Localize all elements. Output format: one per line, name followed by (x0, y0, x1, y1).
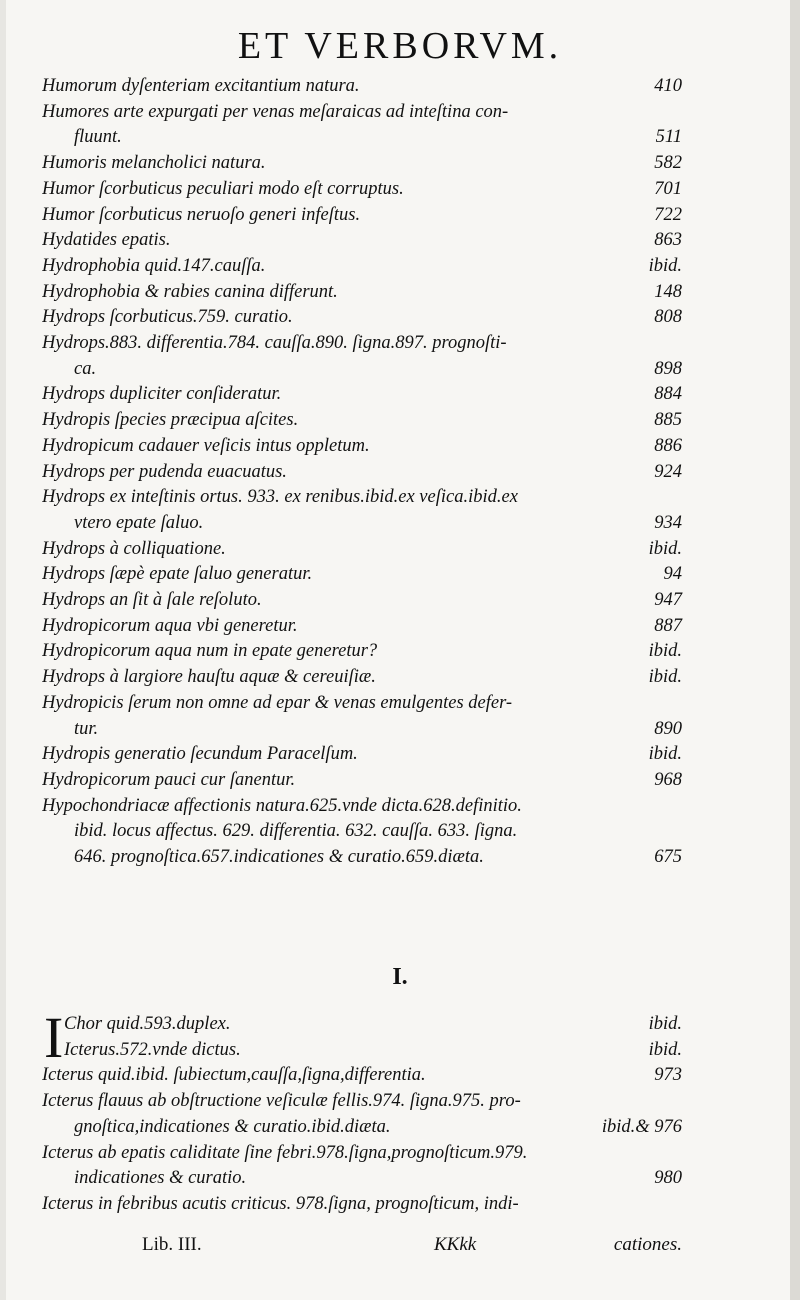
entry-text: Hydropis ſpecies præcipua aſcites. (42, 410, 299, 431)
entry-text: Humor ſcorbuticus peculiari modo eſt corruptus. (42, 178, 404, 199)
page-ref: 924 (654, 461, 682, 482)
page-ref: 863 (654, 230, 682, 251)
index-line (42, 1089, 682, 1115)
entry-text: Humoris melancholici natura. (42, 153, 266, 174)
index-line (42, 588, 682, 614)
index-line (42, 1063, 682, 1089)
entry-text: Hydatides epatis. (42, 230, 171, 251)
page-ref: 898 (654, 358, 682, 379)
page-ref: ibid.& 976 (601, 1116, 682, 1137)
index-line (42, 434, 682, 460)
entry-text: indicationes & curatio. (74, 1168, 247, 1189)
page-ref: 890 (654, 718, 682, 739)
catchword: cationes. (613, 1234, 682, 1255)
entry-text: Hydropicum cadauer veſicis intus oppletum. (42, 435, 370, 456)
entry-text: Hydrops ſcorbuticus.759. curatio. (42, 307, 293, 328)
page-ref: 410 (654, 76, 682, 96)
entry-text: Icterus flauus ab obſtructione veſiculæ fellis.974. ſigna.975. pro- (42, 1091, 521, 1112)
entry-text: Icterus.572.vnde dictus. (64, 1039, 241, 1060)
section-letter: I. (392, 964, 408, 990)
drop-cap: I (44, 1005, 64, 1070)
page-ref: 887 (654, 615, 682, 636)
index-line (42, 691, 682, 717)
index-line (42, 460, 682, 486)
index-line (42, 742, 682, 768)
page-ref: 968 (654, 769, 682, 790)
page-ref: 582 (654, 153, 682, 174)
page-ref: 701 (654, 178, 682, 199)
page-ref: 675 (654, 847, 682, 868)
entry-text: vtero epate ſaluo. (74, 512, 204, 533)
page-ref: ibid. (648, 1014, 682, 1034)
page-ref: 934 (654, 512, 682, 533)
page-edge-left (0, 0, 6, 1300)
entry-text: Hydrops à largiore hauſtu aquæ & cereuiſiæ. (42, 667, 376, 688)
page-ref: ibid. (648, 667, 682, 688)
index-line (42, 1141, 682, 1167)
page-ref: 980 (654, 1168, 682, 1189)
index-line (42, 562, 682, 588)
index-line (42, 511, 682, 537)
index-line (42, 485, 682, 511)
index-line (42, 305, 682, 331)
entry-text: Hydrops per pudenda euacuatus. (42, 461, 287, 482)
index-line (42, 768, 682, 794)
running-header: ET VERBORVM. (237, 25, 563, 67)
entry-text: 646. prognoſtica.657.indicationes & curatio.659.diæta. (74, 847, 484, 868)
index-line (42, 177, 682, 203)
entry-text: Icterus quid.ibid. ſubiectum,cauſſa,ſigna,differentia. (42, 1065, 426, 1086)
index-line (42, 74, 682, 100)
index-line (42, 100, 682, 126)
entry-text: Hydrophobia & rabies canina differunt. (42, 281, 338, 302)
entry-text: Hydrops an ſit à ſale reſoluto. (42, 590, 262, 611)
page-ref: 148 (654, 281, 682, 302)
entry-text: Hydrops ſæpè epate ſaluo generatur. (42, 564, 313, 585)
entry-text: Chor quid.593.duplex. (64, 1014, 231, 1034)
index-line (42, 125, 682, 151)
page-ref: ibid. (648, 538, 682, 559)
entry-text: Hydropicorum aqua vbi generetur. (42, 615, 298, 636)
index-line (42, 1012, 682, 1038)
index-line (42, 382, 682, 408)
entry-text: Hydropicis ſerum non omne ad epar & venas emulgentes defer- (42, 692, 513, 713)
entry-text: tur. (74, 718, 99, 739)
entry-text: Hydropicorum aqua num in epate generetur? (42, 641, 378, 662)
signature-mark: KKkk (434, 1234, 477, 1255)
page-ref: ibid. (648, 1039, 682, 1060)
entry-text: Hydrops ex inteſtinis ortus. 933. ex renibus.ibid.ex veſica.ibid.ex (42, 487, 518, 508)
page-ref: 722 (654, 204, 682, 225)
entry-text: Humores arte expurgati per venas meſaraicas ad inteſtina con- (42, 101, 509, 122)
page-ref: 885 (654, 410, 682, 431)
entry-text: Hydropicorum pauci cur ſanentur. (42, 769, 296, 790)
page-ref: 884 (654, 384, 682, 405)
entry-text: Humorum dyſenteriam excitantium natura. (42, 76, 360, 96)
index-line (42, 1038, 682, 1064)
page-ref: 511 (655, 127, 682, 148)
page-ref: 973 (654, 1065, 682, 1086)
index-line (42, 845, 682, 871)
entry-text: Hydrops dupliciter conſideratur. (42, 384, 282, 405)
index-line (42, 331, 682, 357)
entry-text: Humor ſcorbuticus neruoſo generi infeſtus. (42, 204, 361, 225)
page-ref: ibid. (648, 744, 682, 765)
page-ref: ibid. (648, 641, 682, 662)
entry-text: Icterus ab epatis caliditate ſine febri.978.ſigna,prognoſticum.979. (42, 1142, 528, 1163)
page-ref: 808 (654, 307, 682, 328)
page-edge-right (790, 0, 800, 1300)
page-ref: 947 (654, 590, 682, 611)
index-entries-i (42, 1005, 682, 1218)
index-entries (42, 74, 682, 871)
index-line (42, 1166, 682, 1192)
index-line (42, 1115, 682, 1141)
index-line (42, 280, 682, 306)
book-number: Lib. III. (142, 1234, 202, 1255)
entry-text: Hydrops à colliquatione. (42, 538, 226, 559)
index-line (42, 357, 682, 383)
index-line (42, 665, 682, 691)
index-line (42, 1192, 682, 1218)
entry-text: Icterus in febribus acutis criticus. 978.ſigna, prognoſticum, indi- (42, 1193, 519, 1214)
entry-text: Hydrops.883. differentia.784. cauſſa.890. ſigna.897. prognoſti- (42, 333, 507, 354)
entry-text: ibid. locus affectus. 629. differentia. 632. cauſſa. 633. ſigna. (74, 821, 518, 842)
index-line (42, 819, 682, 845)
entry-text: gnoſtica,indicationes & curatio.ibid.diæta. (74, 1116, 391, 1137)
index-line (42, 794, 682, 820)
index-line (42, 408, 682, 434)
index-line (42, 254, 682, 280)
index-line (42, 614, 682, 640)
index-line (42, 537, 682, 563)
entry-text: Hypochondriacæ affectionis natura.625.vnde dicta.628.definitio. (42, 795, 522, 816)
index-line (42, 151, 682, 177)
entry-text: fluunt. (74, 127, 122, 148)
page-ref: ibid. (648, 255, 682, 276)
page-ref: 94 (663, 564, 682, 585)
entry-text: ca. (74, 358, 97, 379)
page-ref: 886 (654, 435, 682, 456)
index-line (42, 639, 682, 665)
index-line (42, 203, 682, 229)
index-line (42, 717, 682, 743)
entry-text: Hydrophobia quid.147.cauſſa. (42, 255, 266, 276)
index-line (42, 228, 682, 254)
entry-text: Hydropis generatio ſecundum Paracelſum. (42, 744, 358, 765)
